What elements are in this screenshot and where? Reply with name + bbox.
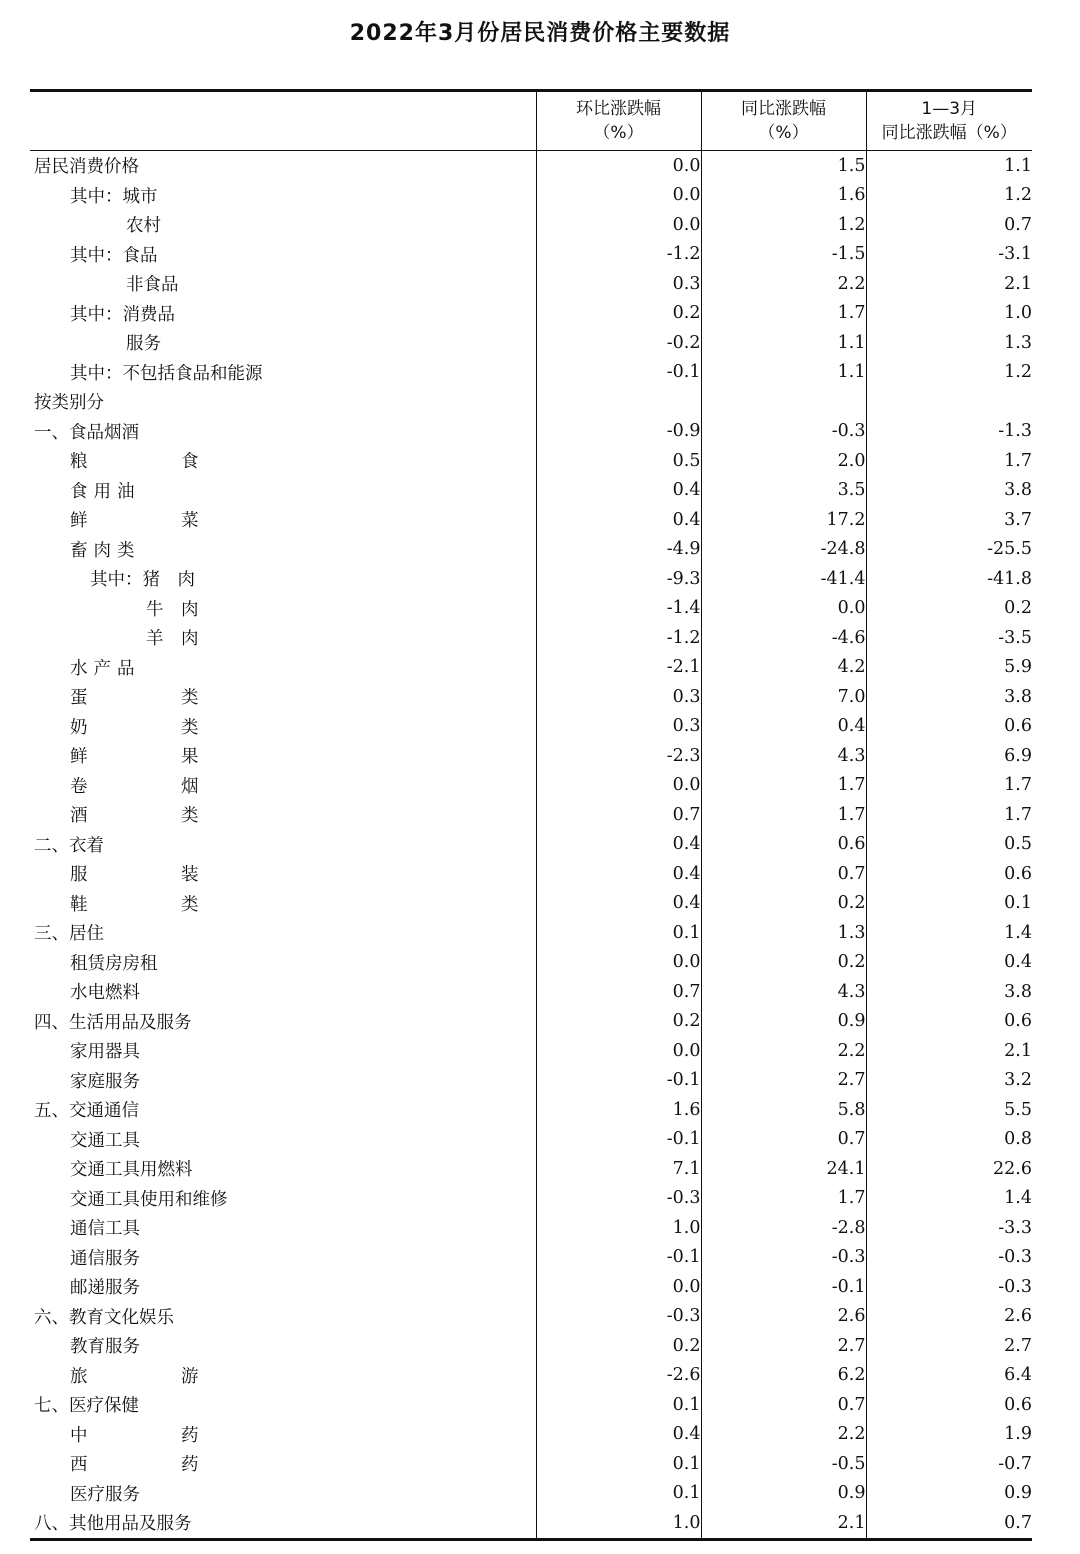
row-label: 奶 类 <box>70 717 237 738</box>
table-row <box>30 800 1032 830</box>
ytd-value: 0.6 <box>866 712 1032 742</box>
yoy-value: 1.6 <box>701 181 866 211</box>
row-label: 旅 游 <box>70 1366 237 1387</box>
yoy-value: -41.4 <box>701 564 866 594</box>
row-label: 按类别分 <box>34 393 104 414</box>
yoy-value: 2.6 <box>701 1302 866 1332</box>
table-row <box>30 1184 1032 1214</box>
mom-value: 0.0 <box>536 210 701 240</box>
ytd-value: 0.6 <box>866 1390 1032 1420</box>
table-row <box>30 328 1032 358</box>
row-label: 三、居住 <box>34 924 104 945</box>
ytd-value: 3.8 <box>866 476 1032 506</box>
row-label: 鲜 果 <box>70 747 237 768</box>
mom-value <box>536 387 701 417</box>
mom-value: 0.3 <box>536 712 701 742</box>
ytd-value: -1.3 <box>866 417 1032 447</box>
table-row <box>30 535 1032 565</box>
yoy-value: 2.7 <box>701 1066 866 1096</box>
mom-value: 0.2 <box>536 299 701 329</box>
mom-value: 0.3 <box>536 269 701 299</box>
table-row <box>30 889 1032 919</box>
row-label: 七、医疗保健 <box>34 1396 139 1417</box>
row-label: 鞋 类 <box>70 894 237 915</box>
row-label: 酒 类 <box>70 806 237 827</box>
mom-value: -0.1 <box>536 358 701 388</box>
ytd-value: 0.7 <box>866 210 1032 240</box>
yoy-value <box>701 387 866 417</box>
row-label: 其中：消费品 <box>70 304 175 325</box>
row-label: 食用油 <box>70 481 141 502</box>
row-label: 租赁房房租 <box>70 953 158 974</box>
table-row <box>30 505 1032 535</box>
mom-value: 0.1 <box>536 918 701 948</box>
row-label: 八、其他用品及服务 <box>34 1514 192 1535</box>
mom-value: -0.3 <box>536 1302 701 1332</box>
table-row <box>30 918 1032 948</box>
mom-value: -2.1 <box>536 653 701 683</box>
table-row <box>30 1361 1032 1391</box>
yoy-value: 1.1 <box>701 358 866 388</box>
table-row <box>30 269 1032 299</box>
header-mom-line1: 环比涨跌幅 <box>576 99 661 119</box>
table-row <box>30 564 1032 594</box>
table-row <box>30 623 1032 653</box>
table-row <box>30 653 1032 683</box>
mom-value: 0.1 <box>536 1390 701 1420</box>
ytd-value <box>866 387 1032 417</box>
header-mom-line2: （%） <box>593 123 644 143</box>
yoy-value: 2.2 <box>701 269 866 299</box>
table-row <box>30 1272 1032 1302</box>
ytd-value: 1.7 <box>866 800 1032 830</box>
ytd-value: -0.7 <box>866 1449 1032 1479</box>
ytd-value: 1.0 <box>866 299 1032 329</box>
ytd-value: 1.1 <box>866 151 1032 181</box>
yoy-value: 0.2 <box>701 889 866 919</box>
ytd-value: 2.7 <box>866 1331 1032 1361</box>
mom-value: 0.4 <box>536 505 701 535</box>
ytd-value: 3.8 <box>866 682 1032 712</box>
ytd-value: 1.7 <box>866 446 1032 476</box>
mom-value: 0.3 <box>536 682 701 712</box>
mom-value: 0.0 <box>536 771 701 801</box>
table-row <box>30 1066 1032 1096</box>
row-label: 医疗服务 <box>70 1484 140 1505</box>
ytd-value: 6.4 <box>866 1361 1032 1391</box>
ytd-value: 3.2 <box>866 1066 1032 1096</box>
ytd-value: 0.7 <box>866 1508 1032 1539</box>
mom-value: -1.2 <box>536 623 701 653</box>
row-label: 水产品 <box>70 658 141 679</box>
mom-value: 0.0 <box>536 1036 701 1066</box>
mom-value: -9.3 <box>536 564 701 594</box>
table-row <box>30 1125 1032 1155</box>
ytd-value: 0.8 <box>866 1125 1032 1155</box>
row-label: 二、衣着 <box>34 835 104 856</box>
ytd-value: 1.2 <box>866 358 1032 388</box>
yoy-value: 1.2 <box>701 210 866 240</box>
row-label: 蛋 类 <box>70 688 237 709</box>
ytd-value: 2.6 <box>866 1302 1032 1332</box>
yoy-value: -1.5 <box>701 240 866 270</box>
mom-value: -2.3 <box>536 741 701 771</box>
table-row <box>30 1243 1032 1273</box>
yoy-value: 5.8 <box>701 1095 866 1125</box>
header-row <box>30 91 1032 151</box>
yoy-value: 2.7 <box>701 1331 866 1361</box>
mom-value: 1.0 <box>536 1213 701 1243</box>
table-row <box>30 181 1032 211</box>
mom-value: 0.2 <box>536 1007 701 1037</box>
yoy-value: 0.9 <box>701 1479 866 1509</box>
mom-value: 0.7 <box>536 800 701 830</box>
row-label: 通信服务 <box>70 1248 140 1269</box>
row-label: 非食品 <box>126 275 179 296</box>
mom-value: -0.1 <box>536 1243 701 1273</box>
table-row <box>30 1479 1032 1509</box>
table-row <box>30 1154 1032 1184</box>
mom-value: 0.4 <box>536 1420 701 1450</box>
ytd-value: -0.3 <box>866 1272 1032 1302</box>
table-row <box>30 1213 1032 1243</box>
yoy-value: 0.2 <box>701 948 866 978</box>
yoy-value: 1.5 <box>701 151 866 181</box>
table-row <box>30 299 1032 329</box>
ytd-value: 0.2 <box>866 594 1032 624</box>
mom-value: 0.1 <box>536 1449 701 1479</box>
yoy-value: 7.0 <box>701 682 866 712</box>
yoy-value: 0.7 <box>701 1125 866 1155</box>
row-label: 粮 食 <box>70 452 237 473</box>
yoy-value: 0.6 <box>701 830 866 860</box>
row-label: 其中：城市 <box>70 186 158 207</box>
yoy-value: 1.7 <box>701 800 866 830</box>
ytd-value: -3.3 <box>866 1213 1032 1243</box>
row-label: 卷 烟 <box>70 776 237 797</box>
mom-value: 7.1 <box>536 1154 701 1184</box>
mom-value: 1.6 <box>536 1095 701 1125</box>
yoy-value: 0.0 <box>701 594 866 624</box>
yoy-value: -4.6 <box>701 623 866 653</box>
row-label: 通信工具 <box>70 1219 140 1240</box>
header-ytd-line1: 1—3月 <box>921 99 978 119</box>
table-row <box>30 446 1032 476</box>
table-row <box>30 1095 1032 1125</box>
table-row <box>30 1331 1032 1361</box>
cpi-table <box>30 89 1032 1541</box>
row-label: 鲜 菜 <box>70 511 237 532</box>
yoy-value: -0.3 <box>701 417 866 447</box>
ytd-value: 1.7 <box>866 771 1032 801</box>
ytd-value: 0.6 <box>866 859 1032 889</box>
table-row <box>30 977 1032 1007</box>
ytd-value: 2.1 <box>866 269 1032 299</box>
table-row <box>30 830 1032 860</box>
yoy-value: -24.8 <box>701 535 866 565</box>
table-row <box>30 476 1032 506</box>
row-label: 五、交通通信 <box>34 1101 139 1122</box>
yoy-value: 6.2 <box>701 1361 866 1391</box>
ytd-value: 5.5 <box>866 1095 1032 1125</box>
yoy-value: -0.3 <box>701 1243 866 1273</box>
mom-value: -1.2 <box>536 240 701 270</box>
mom-value: 0.1 <box>536 1479 701 1509</box>
table-row <box>30 1449 1032 1479</box>
table-row <box>30 771 1032 801</box>
row-label: 交通工具 <box>70 1130 140 1151</box>
table-row <box>30 948 1032 978</box>
ytd-value: -41.8 <box>866 564 1032 594</box>
yoy-value: -0.1 <box>701 1272 866 1302</box>
yoy-value: -2.8 <box>701 1213 866 1243</box>
yoy-value: 0.9 <box>701 1007 866 1037</box>
table-row <box>30 358 1032 388</box>
table-row <box>30 387 1032 417</box>
ytd-value: -3.1 <box>866 240 1032 270</box>
table-row <box>30 1302 1032 1332</box>
ytd-value: -3.5 <box>866 623 1032 653</box>
yoy-value: 1.7 <box>701 299 866 329</box>
yoy-value: 2.1 <box>701 1508 866 1539</box>
table-row <box>30 1390 1032 1420</box>
mom-value: -0.9 <box>536 417 701 447</box>
header-ytd <box>866 91 1032 151</box>
mom-value: -1.4 <box>536 594 701 624</box>
row-label: 羊 肉 <box>146 629 199 650</box>
yoy-value: 4.2 <box>701 653 866 683</box>
header-mom <box>536 91 701 151</box>
mom-value: -0.1 <box>536 1125 701 1155</box>
row-label: 四、生活用品及服务 <box>34 1012 192 1033</box>
yoy-value: 3.5 <box>701 476 866 506</box>
ytd-value: 1.9 <box>866 1420 1032 1450</box>
row-label: 水电燃料 <box>70 983 140 1004</box>
mom-value: 0.0 <box>536 181 701 211</box>
yoy-value: 0.4 <box>701 712 866 742</box>
mom-value: -2.6 <box>536 1361 701 1391</box>
mom-value: -0.2 <box>536 328 701 358</box>
page-title: 2022年3月份居民消费价格主要数据 <box>349 21 731 46</box>
yoy-value: 2.2 <box>701 1036 866 1066</box>
yoy-value: -0.5 <box>701 1449 866 1479</box>
mom-value: -0.3 <box>536 1184 701 1214</box>
ytd-value: 0.6 <box>866 1007 1032 1037</box>
yoy-value: 1.1 <box>701 328 866 358</box>
row-label: 家庭服务 <box>70 1071 140 1092</box>
yoy-value: 24.1 <box>701 1154 866 1184</box>
ytd-value: 2.1 <box>866 1036 1032 1066</box>
ytd-value: 1.4 <box>866 1184 1032 1214</box>
mom-value: -0.1 <box>536 1066 701 1096</box>
row-label: 一、食品烟酒 <box>34 422 139 443</box>
table-row <box>30 1007 1032 1037</box>
ytd-value: 0.5 <box>866 830 1032 860</box>
row-label: 服务 <box>126 334 161 355</box>
row-label: 交通工具使用和维修 <box>70 1189 228 1210</box>
mom-value: 0.4 <box>536 830 701 860</box>
ytd-value: 0.4 <box>866 948 1032 978</box>
ytd-value: 1.4 <box>866 918 1032 948</box>
row-label: 其中：食品 <box>70 245 158 266</box>
ytd-value: 5.9 <box>866 653 1032 683</box>
table-row <box>30 210 1032 240</box>
table-row <box>30 151 1032 181</box>
row-label: 畜肉类 <box>70 540 141 561</box>
table-row <box>30 741 1032 771</box>
yoy-value: 0.7 <box>701 859 866 889</box>
header-label-cell <box>30 91 536 151</box>
table-row <box>30 417 1032 447</box>
yoy-value: 4.3 <box>701 977 866 1007</box>
table-row <box>30 712 1032 742</box>
row-label: 西 药 <box>70 1455 237 1476</box>
mom-value: -4.9 <box>536 535 701 565</box>
row-label: 农村 <box>126 216 161 237</box>
ytd-value: 0.9 <box>866 1479 1032 1509</box>
ytd-value: 1.3 <box>866 328 1032 358</box>
ytd-value: 6.9 <box>866 741 1032 771</box>
row-label: 居民消费价格 <box>34 157 139 178</box>
row-label: 交通工具用燃料 <box>70 1160 193 1181</box>
table-row <box>30 240 1032 270</box>
mom-value: 0.5 <box>536 446 701 476</box>
row-label: 家用器具 <box>70 1042 140 1063</box>
ytd-value: -25.5 <box>866 535 1032 565</box>
ytd-value: 22.6 <box>866 1154 1032 1184</box>
mom-value: 0.4 <box>536 859 701 889</box>
table-row <box>30 1036 1032 1066</box>
row-label: 牛 肉 <box>146 599 199 620</box>
row-label: 中 药 <box>70 1425 237 1446</box>
table-row <box>30 594 1032 624</box>
mom-value: 0.2 <box>536 1331 701 1361</box>
yoy-value: 17.2 <box>701 505 866 535</box>
mom-value: 1.0 <box>536 1508 701 1539</box>
yoy-value: 0.7 <box>701 1390 866 1420</box>
row-label: 其中：猪 肉 <box>90 570 195 591</box>
header-ytd-line2: 同比涨跌幅（%） <box>881 123 1017 143</box>
yoy-value: 1.3 <box>701 918 866 948</box>
ytd-value: 0.1 <box>866 889 1032 919</box>
row-label: 邮递服务 <box>70 1278 140 1299</box>
table-row <box>30 859 1032 889</box>
mom-value: 0.0 <box>536 151 701 181</box>
mom-value: 0.4 <box>536 889 701 919</box>
header-yoy-line1: 同比涨跌幅 <box>741 99 826 119</box>
yoy-value: 4.3 <box>701 741 866 771</box>
row-label: 教育服务 <box>70 1337 140 1358</box>
mom-value: 0.7 <box>536 977 701 1007</box>
ytd-value: 3.7 <box>866 505 1032 535</box>
row-label: 六、教育文化娱乐 <box>34 1307 174 1328</box>
table-row <box>30 1508 1032 1539</box>
table-row <box>30 1420 1032 1450</box>
yoy-value: 2.2 <box>701 1420 866 1450</box>
header-yoy <box>701 91 866 151</box>
row-label: 其中：不包括食品和能源 <box>70 363 263 384</box>
mom-value: 0.0 <box>536 948 701 978</box>
ytd-value: 1.2 <box>866 181 1032 211</box>
ytd-value: -0.3 <box>866 1243 1032 1273</box>
table-row <box>30 682 1032 712</box>
yoy-value: 1.7 <box>701 1184 866 1214</box>
mom-value: 0.0 <box>536 1272 701 1302</box>
yoy-value: 1.7 <box>701 771 866 801</box>
mom-value: 0.4 <box>536 476 701 506</box>
header-yoy-line2: （%） <box>758 123 809 143</box>
yoy-value: 2.0 <box>701 446 866 476</box>
ytd-value: 3.8 <box>866 977 1032 1007</box>
row-label: 服 装 <box>70 865 237 886</box>
